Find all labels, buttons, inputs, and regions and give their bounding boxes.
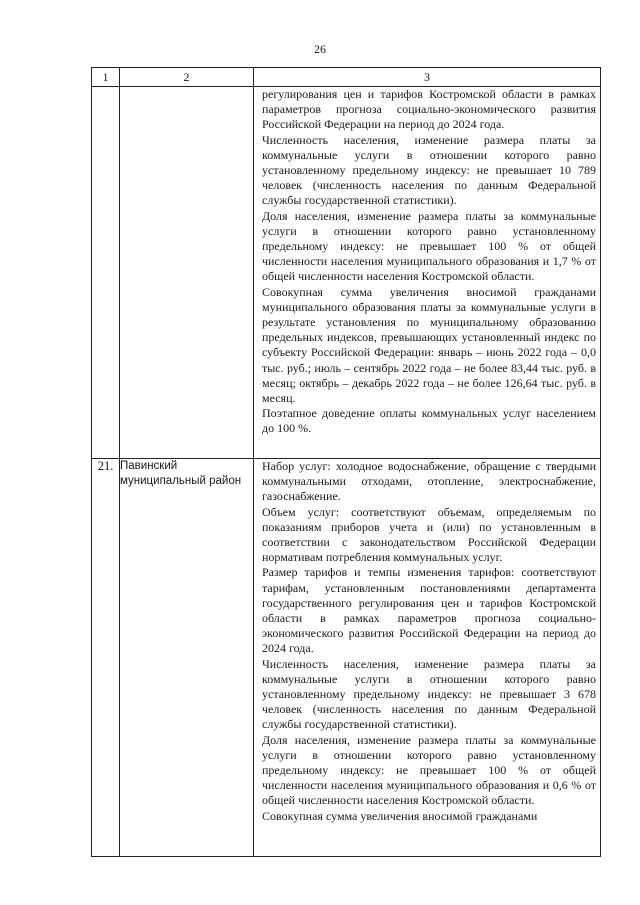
content-paragraph: Численность населения, изменение размера платы за коммунальные услуги в отношении которого равно установленному предельному индексу: не превышает 3 678 человек (численность населения по данным Федеральной службы государственной статистики). (262, 656, 596, 732)
content-paragraph: Совокупная сумма увеличения вносимой гражданами муниципального образования платы за коммунальные услуги в результате установления по муниципальному образованию предельных индексов, превышающих установленный индекс по субъекту Российской Федерации: январь – июнь 2022 года – 0,0 тыс. руб.; июль – сентябрь 2022 года – не более 83,44 тыс. руб. в месяц; октябрь – декабрь 2022 года – не более 126,64 тыс. руб. в месяц. (262, 284, 596, 406)
content-paragraph: Численность населения, изменение размера платы за коммунальные услуги в отношении которого равно установленному предельному индексу: не превышает 10 789 человек (численность населения по данным Федеральной службы государственной статистики). (262, 132, 596, 208)
content-paragraph: Набор услуг: холодное водоснабжение, обращение с твердыми коммунальными отходами, отопление, электроснабжение, газоснабжение. (262, 459, 596, 504)
content-paragraph: Доля населения, изменение размера платы за коммунальные услуги в отношении которого равно установленному предельному индексу: не превышает 100 % от общей численности населения муниципального образования и 1,7 % от общей численности населения Костромской области. (262, 208, 596, 284)
content-paragraph: Доля населения, изменение размера платы за коммунальные услуги в отношении которого равно установленному предельному индексу: не превышает 100 % от общей численности населения муниципального образования и 0,6 % от общей численности населения Костромской области. (262, 732, 596, 808)
table-row (92, 459, 601, 857)
row-number: 21. (92, 459, 120, 857)
document-table (91, 67, 601, 857)
row-content (254, 87, 601, 459)
district-name: Павинский муниципальный район (120, 459, 254, 857)
page-number: 26 (314, 42, 326, 56)
district-name (120, 87, 254, 459)
header-col-2: 2 (120, 68, 254, 87)
content-paragraph: регулирования цен и тарифов Костромской области в рамках параметров прогноза социально-экономического развития Российской Федерации на период до 2024 года. (262, 87, 596, 132)
content-paragraph: Поэтапное доведение оплаты коммунальных услуг населением до 100 %. (262, 406, 596, 436)
row-number (92, 87, 120, 459)
row-content (254, 459, 601, 857)
content-paragraph: Совокупная сумма увеличения вносимой гражданами (262, 808, 538, 823)
table-row (92, 87, 601, 459)
table-header-row (92, 68, 601, 87)
header-col-1: 1 (92, 68, 120, 87)
header-col-3: 3 (254, 68, 601, 87)
content-paragraph: Размер тарифов и темпы изменения тарифов: соответствуют тарифам, установленным постановлениями департамента государственного регулирования цен и тарифов Костромской области в рамках параметров прогноза социально-экономического развития Российской Федерации на период до 2024 года. (262, 565, 596, 656)
content-paragraph: Объем услуг: соответствуют объемам, определяемым по показаниям приборов учета и (или) по установленным в соответствии с законодательством Российской Федерации нормативам потребления коммунальных услуг. (262, 504, 596, 565)
